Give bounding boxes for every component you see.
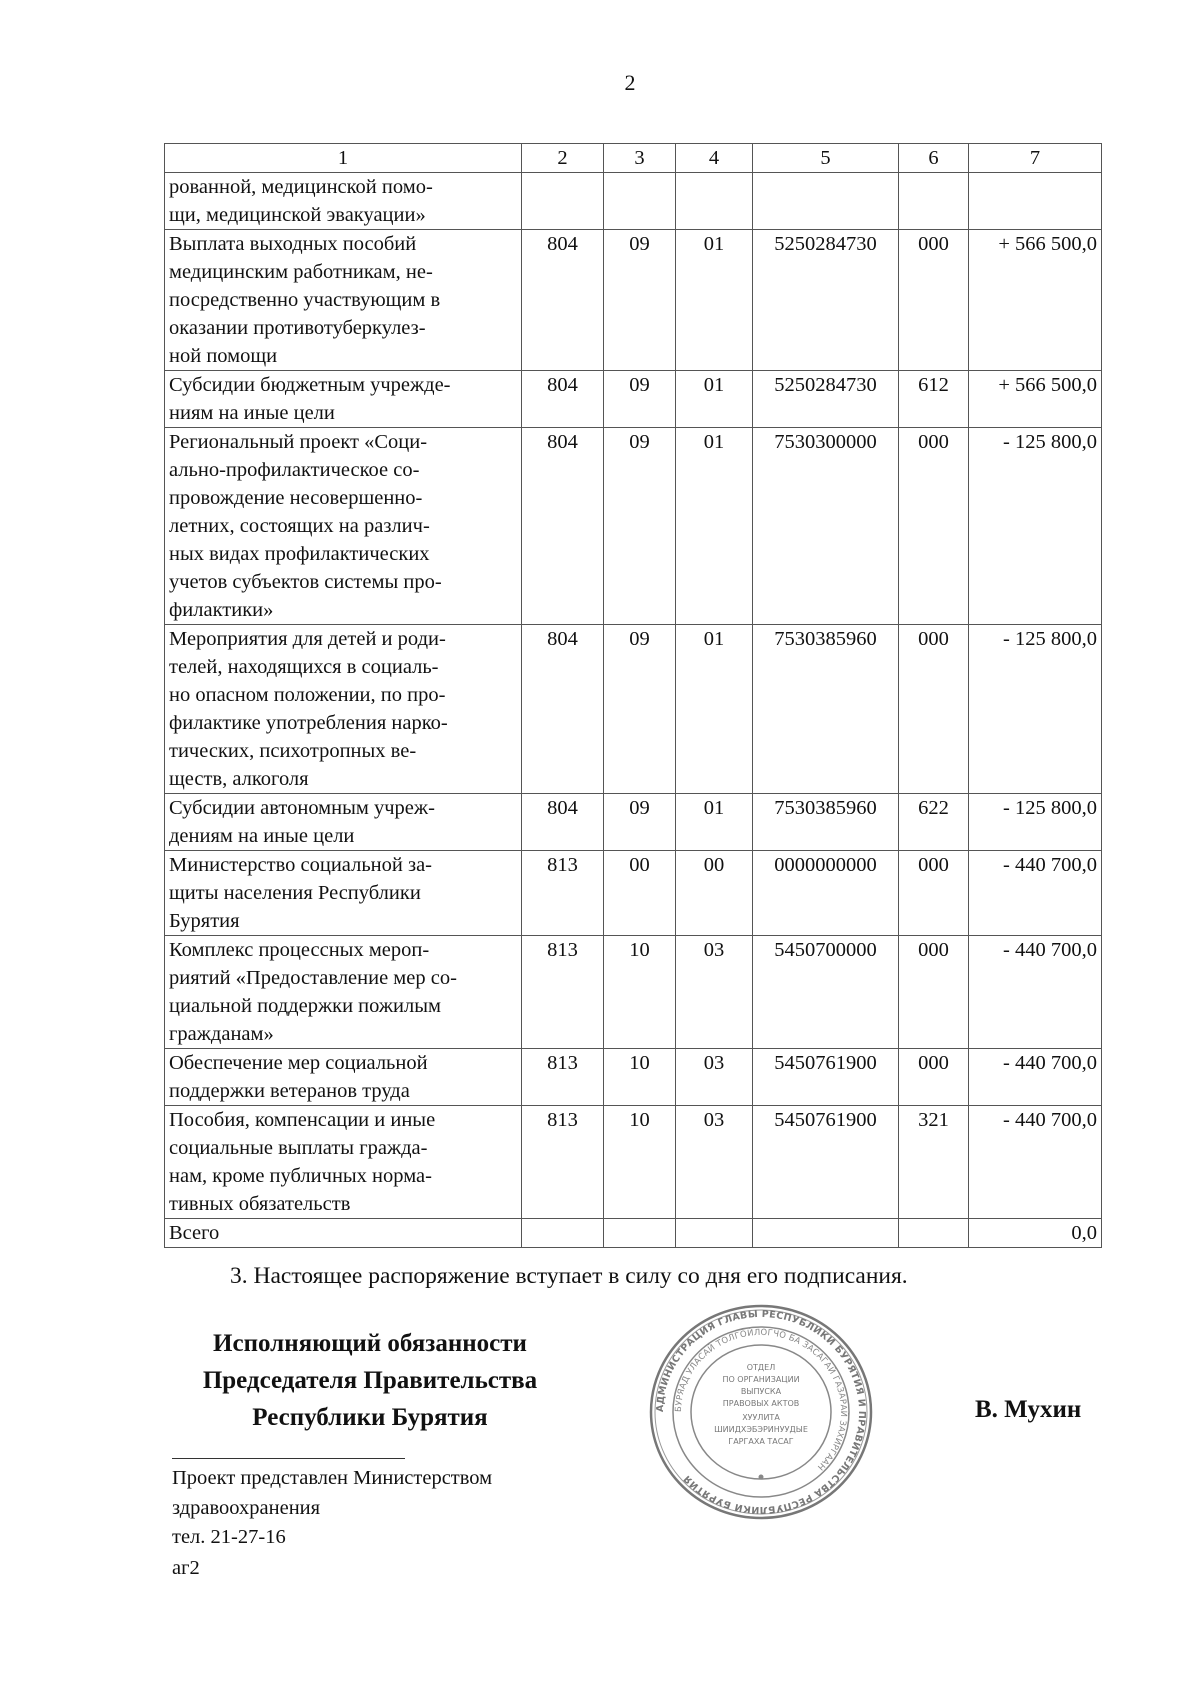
footnote — [172, 1464, 492, 1553]
seal-center-line: ВЫПУСКА — [740, 1387, 782, 1396]
code-cell: 804 — [522, 371, 604, 428]
svg-text:АДМИНИСТРАЦИЯ ГЛАВЫ РЕСПУБЛИКИ — [655, 1309, 867, 1515]
row-name-line: щиты населения Республики — [169, 882, 421, 904]
amount-cell: - 440 700,0 — [969, 851, 1102, 936]
seal-center-line: ШИИДХЭБЭРИНУУДЫЕ — [714, 1425, 808, 1434]
code-cell: 804 — [522, 230, 604, 371]
row-name-line: Субсидии бюджетным учрежде- — [169, 374, 451, 396]
code-cell: 09 — [604, 428, 676, 625]
row-name-line: риятий «Предоставление мер со- — [169, 967, 457, 989]
row-name-line: посредственно участвующим в — [169, 289, 441, 311]
row-name-line: циальной поддержки пожилым — [169, 995, 441, 1017]
signatory-title-line: Председателя Правительства — [202, 1367, 538, 1394]
code-cell — [522, 1219, 604, 1248]
row-name-line: медицинским работникам, не- — [169, 261, 433, 283]
amount-cell — [969, 173, 1102, 230]
table-header — [165, 144, 1102, 173]
table-row — [165, 428, 1102, 625]
code-cell — [753, 1219, 899, 1248]
footnote-line: здравоохранения — [172, 1496, 321, 1519]
clause-3-text: 3. Настоящее распоряжение вступает в силу со дня его подписания. — [230, 1263, 908, 1289]
table-row — [165, 1106, 1102, 1219]
row-name-line: Субсидии автономным учреж- — [169, 797, 435, 819]
amount-cell: - 440 700,0 — [969, 936, 1102, 1049]
row-name-line: Мероприятия для детей и роди- — [169, 628, 446, 650]
signatory-title — [150, 1325, 590, 1436]
seal-star-icon — [759, 1475, 764, 1480]
row-name-line: поддержки ветеранов труда — [169, 1080, 410, 1102]
row-name-cell — [165, 1106, 522, 1219]
signatory-name: В. Мухин — [975, 1396, 1082, 1423]
code-cell — [899, 173, 969, 230]
table-row — [165, 1219, 1102, 1248]
row-name-cell — [165, 936, 522, 1049]
row-name-cell — [165, 230, 522, 371]
amount-cell: - 440 700,0 — [969, 1106, 1102, 1219]
table-body — [165, 173, 1102, 1248]
code-cell: 5450761900 — [753, 1049, 899, 1106]
code-cell: 813 — [522, 851, 604, 936]
row-name-line: дениям на иные цели — [169, 825, 355, 847]
code-cell: 622 — [899, 794, 969, 851]
row-name-line: Пособия, компенсации и иные — [169, 1109, 436, 1131]
amount-cell: + 566 500,0 — [969, 371, 1102, 428]
code-cell: 813 — [522, 1049, 604, 1106]
code-cell: 01 — [676, 428, 753, 625]
row-name-line: Обеспечение мер социальной — [169, 1052, 428, 1074]
row-name-line: ществ, алкоголя — [169, 768, 309, 790]
row-name-line: социальные выплаты гражда- — [169, 1137, 428, 1159]
table-row — [165, 794, 1102, 851]
row-name-line: щи, медицинской эвакуации» — [169, 204, 426, 226]
code-cell: 813 — [522, 1106, 604, 1219]
code-cell: 00 — [676, 851, 753, 936]
footnote-line: тел. 21-27-16 — [172, 1526, 286, 1548]
page-number: 2 — [624, 70, 636, 95]
signatory-title-line: Исполняющий обязанности — [213, 1330, 527, 1357]
row-name-line: но опасном положении, по про- — [169, 684, 446, 706]
amount-cell: + 566 500,0 — [969, 230, 1102, 371]
column-header: 4 — [676, 144, 753, 173]
table-row — [165, 851, 1102, 936]
row-name-line: рованной, медицинской помо- — [169, 176, 433, 198]
row-name-line: тивных обязательств — [169, 1193, 351, 1215]
code-cell: 01 — [676, 371, 753, 428]
footnote-divider — [172, 1458, 405, 1459]
column-header: 1 — [165, 144, 522, 173]
row-name-cell — [165, 851, 522, 936]
code-cell: 10 — [604, 936, 676, 1049]
code-cell: 5250284730 — [753, 371, 899, 428]
code-cell: 09 — [604, 230, 676, 371]
signatory-title-line: Республики Бурятия — [252, 1404, 488, 1431]
row-name-line: Региональный проект «Соци- — [169, 431, 428, 453]
code-cell: 09 — [604, 794, 676, 851]
budget-changes-table — [164, 143, 1102, 1248]
row-name-line: оказании противотуберкулез- — [169, 317, 426, 339]
code-cell — [899, 1219, 969, 1248]
code-cell: 7530385960 — [753, 794, 899, 851]
seal-center-line: ГАРГАХА ТАСАГ — [728, 1437, 794, 1446]
code-cell: 000 — [899, 1049, 969, 1106]
code-cell: 000 — [899, 936, 969, 1049]
row-name-line: Всего — [169, 1222, 220, 1244]
table-row — [165, 1049, 1102, 1106]
row-name-line: телей, находящихся в социаль- — [169, 656, 439, 678]
column-header: 2 — [522, 144, 604, 173]
code-cell: 10 — [604, 1049, 676, 1106]
row-name-line: Комплекс процессных мероп- — [169, 939, 430, 961]
code-cell — [676, 1219, 753, 1248]
code-cell: 01 — [676, 230, 753, 371]
seal-inner-text: БУРЯАД УЛАСАЙ ТОЛГОЙЛОГЧО БА ЗАСАГАЙ ГАЗАРАЙ ЗАХИРГААН — [673, 1327, 849, 1472]
row-name-line: тических, психотропных ве- — [169, 740, 417, 762]
code-cell: 804 — [522, 428, 604, 625]
row-name-line: филактики» — [169, 599, 274, 621]
table-row — [165, 230, 1102, 371]
amount-cell: - 440 700,0 — [969, 1049, 1102, 1106]
table-row — [165, 936, 1102, 1049]
amount-cell: - 125 800,0 — [969, 794, 1102, 851]
row-name-cell — [165, 1219, 522, 1248]
code-cell: 804 — [522, 794, 604, 851]
code-cell: 000 — [899, 851, 969, 936]
code-cell: 804 — [522, 625, 604, 794]
code-cell: 321 — [899, 1106, 969, 1219]
code-cell: 813 — [522, 936, 604, 1049]
code-cell: 01 — [676, 625, 753, 794]
column-header: 6 — [899, 144, 969, 173]
row-name-line: учетов субъектов системы про- — [169, 571, 442, 593]
row-name-line: гражданам» — [169, 1023, 274, 1045]
footnote-line: Проект представлен Министерством — [172, 1467, 493, 1489]
code-cell — [522, 173, 604, 230]
seal-center-line: ПРАВОВЫХ АКТОВ — [722, 1399, 800, 1408]
code-cell: 612 — [899, 371, 969, 428]
code-cell: 5250284730 — [753, 230, 899, 371]
row-name-cell — [165, 371, 522, 428]
column-header: 5 — [753, 144, 899, 173]
code-cell: 5450700000 — [753, 936, 899, 1049]
row-name-line: филактике употребления нарко- — [169, 712, 448, 734]
seal-center-line: ХУУЛИТА — [742, 1413, 780, 1422]
code-cell — [604, 173, 676, 230]
row-name-cell — [165, 173, 522, 230]
code-cell: 00 — [604, 851, 676, 936]
row-name-line: нам, кроме публичных норма- — [169, 1165, 432, 1187]
code-cell: 03 — [676, 1049, 753, 1106]
document-code: аг2 — [172, 1557, 200, 1579]
amount-cell: - 125 800,0 — [969, 428, 1102, 625]
row-name-line: провождение несовершенно- — [169, 487, 423, 509]
table-row — [165, 371, 1102, 428]
row-name-line: ально-профилактическое со- — [169, 459, 420, 481]
code-cell: 5450761900 — [753, 1106, 899, 1219]
row-name-cell — [165, 625, 522, 794]
row-name-line: Выплата выходных пособий — [169, 233, 417, 255]
code-cell: 000 — [899, 428, 969, 625]
code-cell — [676, 173, 753, 230]
row-name-line: ниям на иные цели — [169, 402, 335, 424]
row-name-line: ных видах профилактических — [169, 543, 430, 565]
column-header: 7 — [969, 144, 1102, 173]
table-row — [165, 173, 1102, 230]
code-cell: 09 — [604, 625, 676, 794]
seal-center-line: ПО ОРГАНИЗАЦИИ — [722, 1375, 800, 1384]
row-name-cell — [165, 1049, 522, 1106]
row-name-line: Бурятия — [169, 910, 240, 932]
code-cell: 7530300000 — [753, 428, 899, 625]
code-cell: 0000000000 — [753, 851, 899, 936]
code-cell: 01 — [676, 794, 753, 851]
amount-cell: - 125 800,0 — [969, 625, 1102, 794]
row-name-line: ной помощи — [169, 345, 278, 367]
table-row — [165, 625, 1102, 794]
row-name-cell — [165, 794, 522, 851]
code-cell: 03 — [676, 936, 753, 1049]
amount-cell: 0,0 — [969, 1219, 1102, 1248]
row-name-line: летних, состоящих на различ- — [169, 515, 430, 537]
header-row — [165, 144, 1102, 173]
code-cell: 09 — [604, 371, 676, 428]
code-cell: 10 — [604, 1106, 676, 1219]
official-seal — [648, 1302, 874, 1522]
row-name-line: Министерство социальной за- — [169, 854, 433, 876]
code-cell — [604, 1219, 676, 1248]
code-cell: 7530385960 — [753, 625, 899, 794]
code-cell: 000 — [899, 230, 969, 371]
code-cell: 000 — [899, 625, 969, 794]
seal-outer-text: АДМИНИСТРАЦИЯ ГЛАВЫ РЕСПУБЛИКИ БУРЯТИЯ И ПРАВИТЕЛЬСТВА РЕСПУБЛИКИ БУРЯТИЯ — [654, 1308, 868, 1516]
code-cell — [753, 173, 899, 230]
row-name-cell — [165, 428, 522, 625]
code-cell: 03 — [676, 1106, 753, 1219]
seal-center-line: ОТДЕЛ — [746, 1363, 776, 1372]
column-header: 3 — [604, 144, 676, 173]
